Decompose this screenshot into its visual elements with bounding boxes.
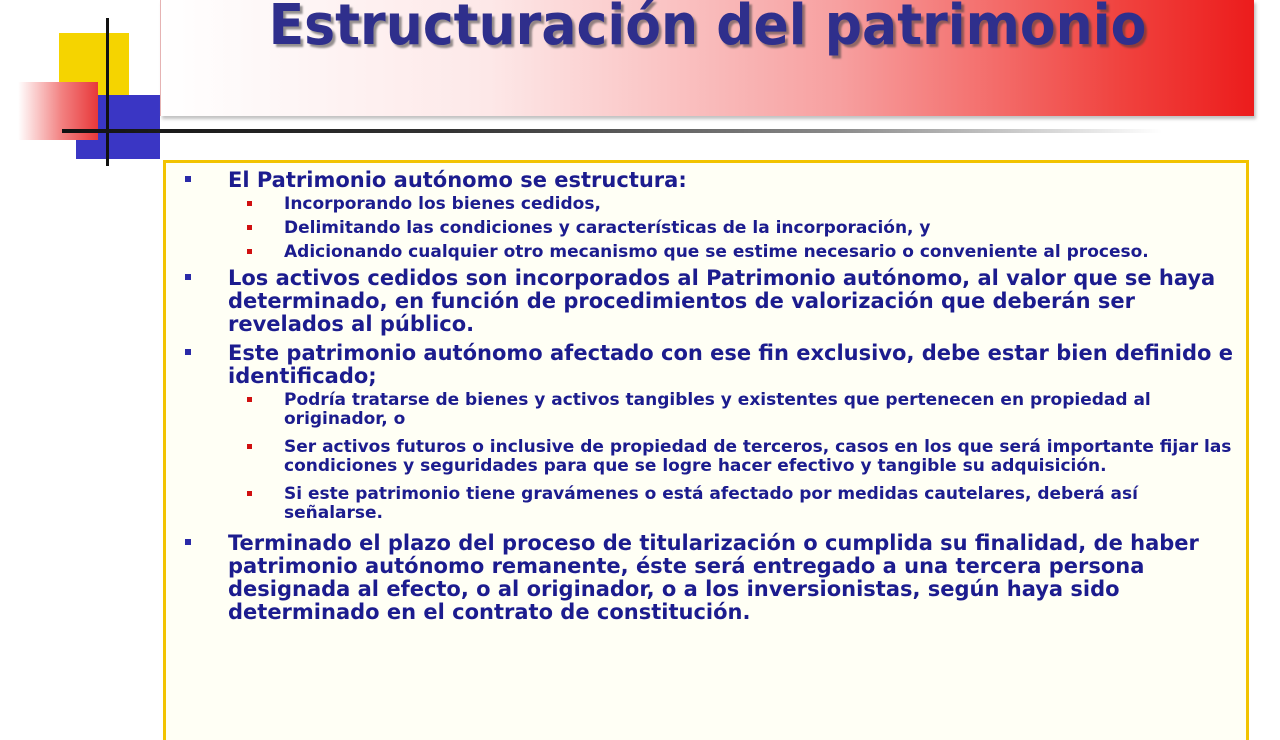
bullet-text: Este patrimonio autónomo afectado con ese fin exclusivo, debe estar bien definido e identificado; xyxy=(228,341,1233,388)
bullet-item xyxy=(180,267,1240,336)
decorative-vertical-line xyxy=(106,18,109,166)
sub-bullet-square-icon xyxy=(247,444,252,449)
sub-bullet-item xyxy=(180,243,1240,262)
sub-bullet-text: Adicionando cualquier otro mecanismo que se estime necesario o conveniente al proceso. xyxy=(284,242,1149,262)
slide-title: Estructuración del patrimonio xyxy=(268,0,1147,58)
bullet-text: El Patrimonio autónomo se estructura: xyxy=(228,168,687,192)
sub-bullet-item xyxy=(180,485,1240,523)
content-box xyxy=(163,160,1249,740)
sub-bullet-square-icon xyxy=(247,249,252,254)
bullet-list xyxy=(180,169,1240,628)
sub-bullet-square-icon xyxy=(247,201,252,206)
sub-bullet-item xyxy=(180,391,1240,429)
sub-bullet-list xyxy=(228,195,1240,262)
bullet-square-icon xyxy=(185,539,191,545)
sub-bullet-item xyxy=(180,219,1240,238)
bullet-item xyxy=(180,532,1240,624)
sub-bullet-text: Incorporando los bienes cedidos, xyxy=(284,194,601,214)
bullet-square-icon xyxy=(185,349,191,355)
sub-bullet-item xyxy=(180,195,1240,214)
bullet-text: Los activos cedidos son incorporados al Patrimonio autónomo, al valor que se haya determinado, en función de procedimientos de valorización que deberán ser revelados al público. xyxy=(228,266,1216,336)
bullet-square-icon xyxy=(185,176,191,182)
sub-bullet-square-icon xyxy=(247,397,252,402)
sub-bullet-list xyxy=(228,391,1240,523)
sub-bullet-text: Ser activos futuros o inclusive de propiedad de terceros, casos en los que será importante fijar las condiciones y seguridades para que se logre hacer efectivo y tangible su adquisición. xyxy=(284,437,1232,476)
sub-bullet-square-icon xyxy=(247,491,252,496)
sub-bullet-text: Si este patrimonio tiene gravámenes o está afectado por medidas cautelares, deberá así señalarse. xyxy=(284,484,1138,523)
decorative-horizontal-line xyxy=(62,129,1162,133)
bullet-text: Terminado el plazo del proceso de titularización o cumplida su finalidad, de haber patrimonio autónomo remanente, éste será entregado a una tercera persona designada al efecto, o al originador, o a los inversionistas, según haya sido determinado en el contrato de constitución. xyxy=(228,531,1199,624)
title-banner xyxy=(160,0,1254,116)
bullet-item xyxy=(180,342,1240,523)
bullet-item xyxy=(180,169,1240,262)
sub-bullet-text: Podría tratarse de bienes y activos tangibles y existentes que pertenecen en propiedad al originador, o xyxy=(284,390,1151,429)
sub-bullet-item xyxy=(180,438,1240,476)
sub-bullet-square-icon xyxy=(247,225,252,230)
sub-bullet-text: Delimitando las condiciones y características de la incorporación, y xyxy=(284,218,931,238)
bullet-square-icon xyxy=(185,274,191,280)
